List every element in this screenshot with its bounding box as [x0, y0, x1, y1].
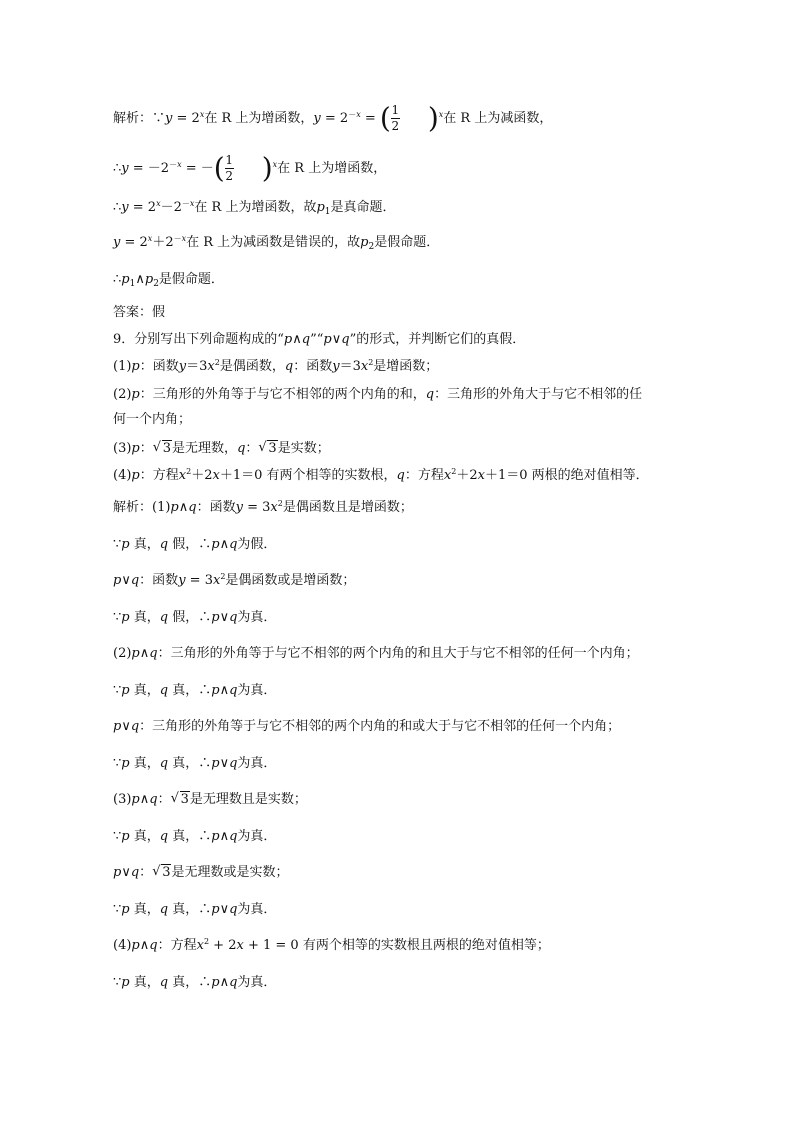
solution-9-2-and: (2)p∧q：三角形的外角等于与它不相邻的两个内角的和且大于与它不相邻的任何一个内角；: [113, 646, 639, 661]
solution-9-3-or-verdict: ∵p 真，q 真，∴p∨q为真．: [113, 902, 277, 917]
question-9-part-1: (1)p：函数$y=3x^2$是偶函数，q：函数$y=3x^2$是增函数；: [113, 358, 439, 374]
solution-9-3-or: p∨q：√ 3是无理数或是实数；: [113, 864, 288, 882]
solution-line-1: 解析：∵y = $2^x$在 R 上为增函数，$y = 2^{-x}$ = ( $\frac{1}{2}$ )$^x$在 R 上为减函数，: [113, 101, 553, 135]
answer-line: 答案：假: [113, 305, 166, 320]
solution-9-1-and-verdict: ∵p 真，q 假，∴p∧q为假．: [113, 537, 277, 552]
question-9-stem: 9．分别写出下列命题构成的“p∧q”“p∨q”的形式，并判断它们的真假．: [113, 332, 526, 347]
solution-9-2-or-verdict: ∵p 真，q 真，∴p∨q为真．: [113, 756, 277, 771]
solution-9-4-and-verdict: ∵p 真，q 真，∴p∧q为真．: [113, 975, 277, 990]
solution-9-3-and: (3)p∧q：√ 3是无理数且是实数；: [113, 791, 307, 809]
solution-9-3-and-verdict: ∵p 真，q 真，∴p∧q为真．: [113, 829, 277, 844]
fraction-one-half-2: $\frac{1}{2}$: [225, 153, 234, 183]
solution-9-2-or: p∨q：三角形的外角等于与它不相邻的两个内角的和或大于与它不相邻的任何一个内角；: [113, 719, 621, 734]
solution-9-1-or: p∨q：函数$y = 3x^2$是偶函数或是增函数；: [113, 572, 356, 588]
solution-9-2-and-verdict: ∵p 真，q 真，∴p∧q为真．: [113, 683, 277, 698]
solution-line-4: $y = 2^x+2^{-x}$在 R 上为减函数是错误的，故$p_2$是假命题．: [113, 234, 440, 252]
question-9-part-3: (3)p：√ 3是无理数，q：√ 3是实数；: [113, 440, 330, 458]
fraction-one-half: $\frac{1}{2}$: [391, 103, 400, 133]
solution-9-1-and: 解析：(1)p∧q：函数$y = 3x^2$是偶函数且是增函数；: [113, 499, 413, 515]
solution-9-1-or-verdict: ∵p 真，q 假，∴p∨q为真．: [113, 610, 277, 625]
question-9-part-2-cont: 何一个内角；: [113, 412, 192, 427]
question-9-part-2: (2)p：三角形的外角等于与它不相邻的两个内角的和，q：三角形的外角大于与它不相邻的任: [113, 387, 643, 402]
solution-9-4-and: (4)p∧q：方程$x^2 + 2x + 1 = 0$ 有两个相等的实数根且两根的绝对值相等；: [113, 937, 550, 953]
solution-line-5: $\therefore p_1\wedge p_2$是假命题．: [113, 272, 224, 289]
solution-line-2: ∴y = $-2^{-x}$ = －( $\frac{1}{2}$ )$^x$在 R 上为增函数，: [113, 151, 387, 185]
solution-line-3: ∴y = $2^x-2^{-x}$在 R 上为增函数，故$p_1$是真命题．: [113, 199, 396, 217]
question-9-part-4: (4)p：方程$x^2+2x+1=0$ 有两个相等的实数根，q：方程$x^2+2x+1=0$ 两根的绝对值相等．: [113, 467, 649, 483]
